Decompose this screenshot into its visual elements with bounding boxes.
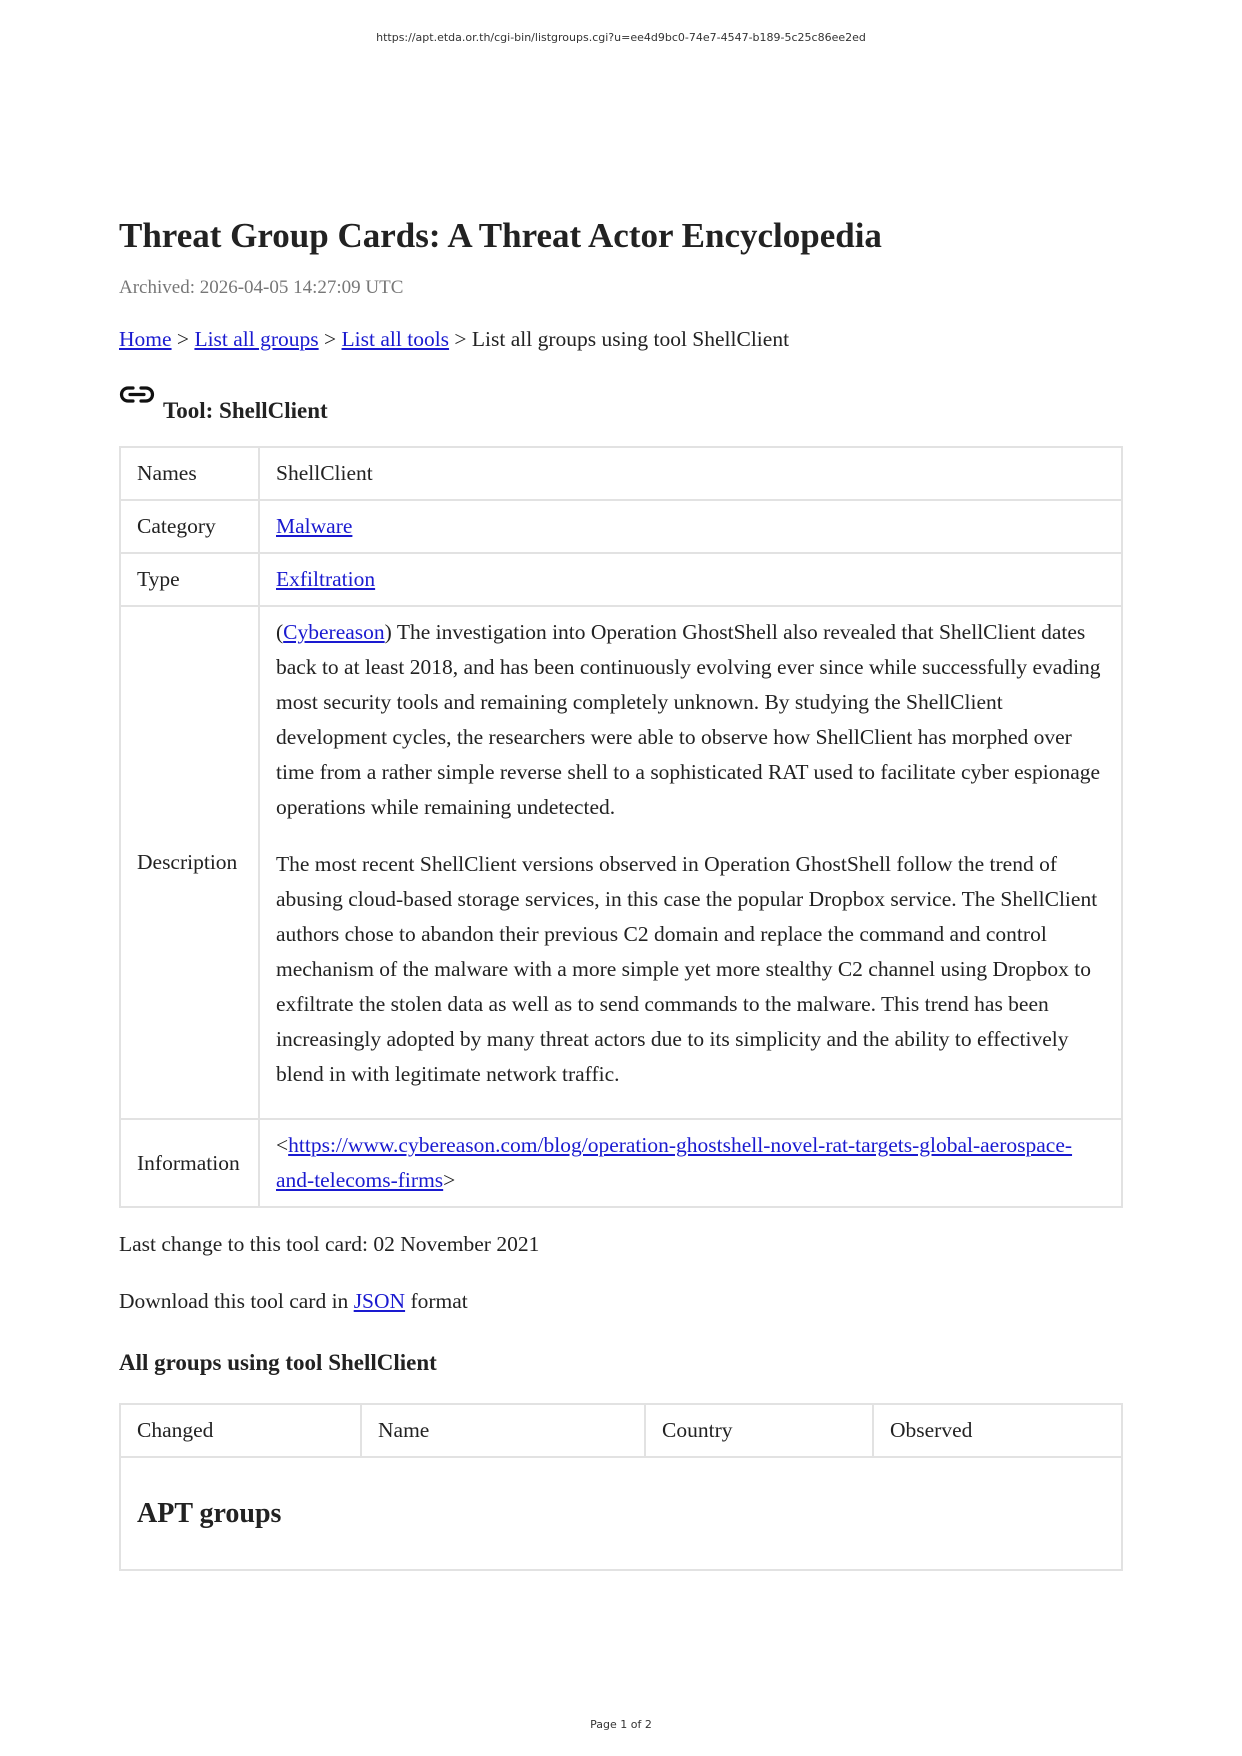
apt-groups-title: APT groups [137, 1497, 282, 1529]
type-link[interactable]: Exfiltration [276, 567, 376, 591]
table-row [120, 500, 1122, 553]
description-label: Description [120, 606, 259, 1119]
groups-heading: All groups using tool ShellClient [119, 1350, 437, 1375]
archived-timestamp: Archived: 2026-04-05 14:27:09 UTC [119, 277, 404, 298]
category-cell [259, 500, 1122, 553]
description-paragraph [276, 615, 1105, 825]
breadcrumb-separator: > [171, 327, 195, 351]
download-line [119, 1286, 1123, 1316]
table-row [120, 553, 1122, 606]
column-header-name[interactable]: Name [361, 1404, 645, 1457]
tool-heading [119, 382, 1123, 422]
table-row [120, 447, 1122, 500]
table-header-row [120, 1404, 1122, 1457]
table-row [120, 1457, 1122, 1570]
download-prefix: Download this tool card in [119, 1289, 354, 1313]
information-link[interactable]: https://www.cybereason.com/blog/operation-ghostshell-novel-rat-targets-global-aerospace-and-telecoms-firms [276, 1133, 1073, 1192]
names-label: Names [120, 447, 259, 500]
column-header-observed[interactable]: Observed [873, 1404, 1122, 1457]
description-text: ) The investigation into Operation GhostShell also revealed that ShellClient dates back to at least 2018, and has been continuously evolving ever since while successfully evading most security tools and remaining completely unknown. By studying the ShellClient development cycles, the researchers were able to observe how ShellClient has morphed over time from a rather simple reverse shell to a sophisticated RAT used to facilitate cyber espionage operations while remaining undetected. [276, 620, 1101, 819]
information-cell [259, 1119, 1122, 1207]
category-link[interactable]: Malware [276, 514, 353, 538]
description-paragraph: The most recent ShellClient versions observed in Operation GhostShell follow the trend of abusing cloud-based storage services, in this case the popular Dropbox service. The ShellClient authors chose to abandon their previous C2 domain and replace the command and control mechanism of the malware with a more simple yet more stealthy C2 channel using Dropbox to exfiltrate the stolen data as well as to send commands to the malware. This trend has been increasingly adopted by many threat actors due to its simplicity and the ability to effectively blend in with legitimate network traffic. [276, 852, 1098, 1086]
page-url-header: https://apt.etda.or.th/cgi-bin/listgroups.cgi?u=ee4d9bc0-74e7-4547-b189-5c25c86ee2ed [376, 31, 866, 44]
link-icon [119, 382, 155, 408]
breadcrumb-current: > List all groups using tool ShellClient [449, 327, 790, 351]
type-cell [259, 553, 1122, 606]
breadcrumb-groups-link[interactable]: List all groups [194, 327, 319, 351]
page-number: Page 1 of 2 [590, 1718, 652, 1731]
category-label: Category [120, 500, 259, 553]
table-row [120, 606, 1122, 1119]
column-header-changed[interactable]: Changed [120, 1404, 361, 1457]
tool-info-table [119, 446, 1123, 1208]
type-label: Type [120, 553, 259, 606]
source-link[interactable]: Cybereason [283, 620, 385, 644]
names-value: ShellClient [259, 447, 1122, 500]
breadcrumb-separator: > [318, 327, 342, 351]
tool-title: Tool: ShellClient [163, 398, 328, 423]
json-download-link[interactable]: JSON [353, 1289, 406, 1313]
breadcrumb-tools-link[interactable]: List all tools [341, 327, 450, 351]
angle-open: < [276, 1133, 289, 1157]
apt-groups-section [120, 1457, 1122, 1570]
information-label: Information [120, 1119, 259, 1207]
download-suffix: format [405, 1289, 468, 1313]
breadcrumb-home-link[interactable]: Home [119, 327, 172, 351]
column-header-country[interactable]: Country [645, 1404, 873, 1457]
main-content [119, 212, 1123, 1571]
description-cell [259, 606, 1122, 1119]
page-title: Threat Group Cards: A Threat Actor Encyclopedia [119, 216, 882, 255]
groups-table [119, 1403, 1123, 1571]
last-change-text: Last change to this tool card: 02 November 2021 [119, 1232, 540, 1256]
paren-open: ( [276, 620, 284, 644]
breadcrumb [119, 324, 1123, 354]
table-row [120, 1119, 1122, 1207]
angle-close: > [443, 1168, 456, 1192]
